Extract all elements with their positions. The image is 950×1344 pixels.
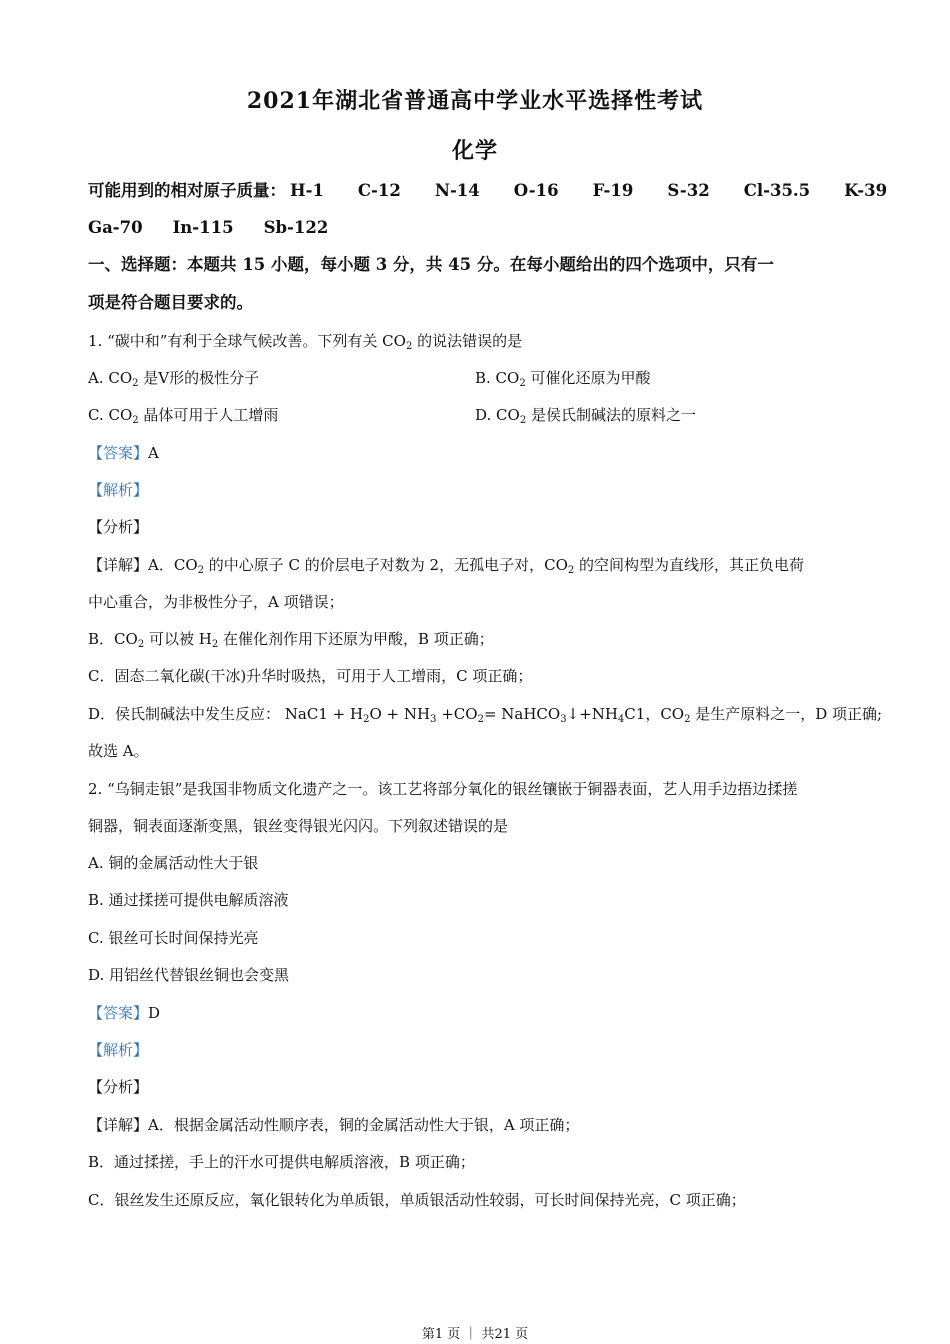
q1-stem [88,331,522,351]
q1-analysis-tag: 【解析】 [88,481,149,499]
q2-fenxi-tag: 【分析】 [88,1078,149,1096]
subscript: 2 [519,378,526,389]
subscript: 2 [197,565,204,576]
detail-text: B．CO [88,630,138,648]
atomic-mass: K-39 [844,181,888,200]
detail-text: = NaHCO [483,705,561,723]
option-text: A. CO [88,369,133,387]
subscript: 2 [567,565,575,576]
q1-option-b [475,368,651,388]
atomic-mass: Ga-70 [88,218,143,237]
q2-stem-line-1: 2. “乌铜走银”是我国非物质文化遗产之一。该工艺将部分氧化的银丝镶嵌于铜器表面，艺人用手边捂边揉搓 [88,780,798,798]
detail-text: 是生产原料之一，D 项正确; [690,705,883,723]
option-text: D. CO [475,406,520,424]
q2-analysis-tag: 【解析】 [88,1041,149,1059]
answer-tag: 【答案】 [88,1004,149,1022]
option-text: C. CO [88,406,133,424]
q1-detail-line-1 [88,555,804,575]
atomic-mass: S-32 [667,181,710,200]
q1-detail-line-3 [88,629,494,649]
q1-fenxi-tag: 【分析】 [88,518,149,536]
detail-text: 可以被 H [144,630,212,648]
subscript: 2 [477,714,484,725]
atomic-mass: F-19 [592,181,634,200]
q2-option-d: D. 用铝丝代替银丝铜也会变黑 [88,966,290,984]
q1-stem-text: 1. “碳中和”有利于全球气候改善。下列有关 CO [88,332,406,350]
atomic-mass: N-14 [434,181,480,200]
atomic-mass-label: 可能用到的相对原子质量： [88,181,286,200]
page-footer: 第1 页 ｜ 共21 页 [421,1327,529,1342]
answer-tag: 【答案】 [88,444,149,462]
section-heading-cont: 项是符合题目要求的。 [88,293,253,312]
atomic-mass: C-12 [357,181,401,200]
detail-text: O + NH [369,705,431,723]
exam-title: 2021年湖北省普通高中学业水平选择性考试 [246,88,704,114]
q2-answer [88,1003,160,1023]
q1-option-d [475,405,696,425]
q2-option-c: C. 银丝可长时间保持光亮 [88,929,259,947]
detail-text: C1，CO [624,705,685,723]
q2-option-a: A. 铜的金属活动性大于银 [88,854,259,872]
answer-value: A [148,444,159,462]
section-heading: 一、选择题：本题共 15 小题，每小题 3 分，共 45 分。在每小题给出的四个选项中，只有一 [88,255,774,274]
atomic-mass: H-1 [290,181,324,200]
q1-detail-line-4: C．固态二氧化碳(干冰)升华时吸热，可用于人工增雨，C 项正确； [88,667,533,685]
answer-value: D [148,1004,161,1022]
atomic-mass-row-2 [88,218,328,238]
q1-answer [88,443,159,463]
q1-detail-line-5 [88,704,882,724]
atomic-mass-row-1 [88,181,887,201]
atomic-mass: In-115 [172,218,234,237]
subscript: 2 [137,639,145,650]
option-text: 晶体可用于人工增雨 [138,406,279,424]
detail-text: +CO [436,705,478,723]
detail-text: ↓+NH [566,705,618,723]
detail-text: D．侯氏制碱法中发生反应： NaC1 + H [88,705,364,723]
subscript: 4 [617,714,625,725]
option-text: 是Ⅴ形的极性分子 [138,369,260,387]
option-text: 可催化还原为甲酸 [525,369,651,387]
detail-text: 的中心原子 C 的价层电子对数为 2，无孤电子对，CO [204,556,568,574]
subscript: 2 [132,378,139,389]
q2-stem-line-2: 铜器，铜表面逐渐变黑，银丝变得银光闪闪。下列叙述错误的是 [88,817,509,835]
option-text: 是侯氏制碱法的原料之一 [526,406,696,424]
subscript: 2 [405,341,413,352]
atomic-mass: O-16 [513,181,559,200]
q2-detail-line-2: B．通过揉搓，手上的汗水可提供电解质溶液，B 项正确； [88,1153,475,1171]
subscript: 2 [519,415,527,426]
detail-text: 在催化剂作用下还原为甲酸，B 项正确； [218,630,494,648]
q1-conclusion: 故选 A。 [88,742,149,760]
q1-stem-text: 的说法错误的是 [412,332,523,350]
detail-tag: 【详解】 [88,556,149,574]
q2-detail-line-3: C．银丝发生还原反应，氧化银转化为单质银，单质银活动性较弱，可长时间保持光亮，C 项正确； [88,1191,746,1209]
subscript: 2 [132,415,139,426]
subscript: 2 [211,639,219,650]
q1-option-c [88,405,278,425]
subscript: 3 [430,714,437,725]
subscript: 2 [363,714,370,725]
option-text: B. CO [475,369,520,387]
subscript: 3 [560,714,567,725]
q2-detail-line-1: 【详解】A．根据金属活动性顺序表，铜的金属活动性大于银，A 项正确； [88,1116,580,1134]
subject-title: 化学 [451,138,498,164]
q1-detail-line-2: 中心重合，为非极性分子，A 项错误； [88,593,344,611]
q1-option-a [88,368,259,388]
atomic-mass: Sb-122 [263,218,329,237]
q2-option-b: B. 通过揉搓可提供电解质溶液 [88,891,289,909]
subscript: 2 [684,714,691,725]
atomic-mass: Cl-35.5 [743,181,811,200]
detail-text: 的空间构型为直线形，其正负电荷 [574,556,805,574]
detail-text: A．CO [148,556,198,574]
